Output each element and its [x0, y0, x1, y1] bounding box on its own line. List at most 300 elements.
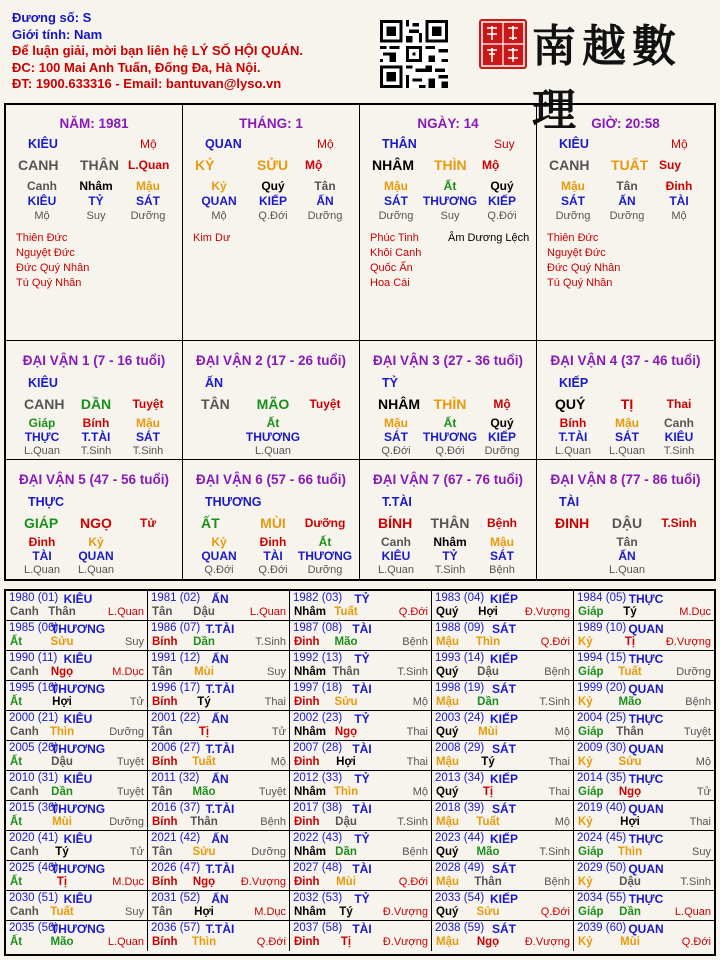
year-cell — [432, 891, 574, 921]
branch-stage: Suy — [659, 158, 682, 172]
qr-code — [380, 20, 448, 88]
earthly-branch: DẦN — [80, 396, 112, 412]
year-stem: Quý — [436, 786, 459, 798]
year-stage: Bệnh — [402, 636, 428, 648]
life-stage: Mộ — [317, 137, 334, 151]
hidden-stage: T.Sinh — [132, 445, 164, 457]
year-stem: Canh — [10, 786, 39, 798]
year-ten-god: TÀI — [352, 682, 372, 696]
year-stem: Quý — [436, 666, 459, 678]
year-branch: Ngọ — [618, 786, 642, 798]
year-stage: Thai — [264, 696, 286, 708]
earthly-branch: THÂN — [80, 157, 119, 173]
year-branch: Hợi — [478, 606, 498, 618]
ten-god-label: KIẾP — [559, 376, 589, 390]
year-branch: Dần — [477, 696, 499, 708]
year-ten-god: QUAN — [628, 682, 664, 696]
hidden-ten-god: KIÊU — [27, 194, 57, 208]
year-branch: Sửu — [476, 906, 500, 918]
hidden-stage: Q.Đới — [258, 210, 288, 222]
chart-header — [12, 10, 303, 93]
year-branch: Tị — [482, 786, 494, 798]
year-branch: Ngọ — [476, 936, 500, 948]
year-ten-god: TỶ — [354, 772, 370, 786]
year-stage: Mộ — [412, 696, 428, 708]
year-cell — [148, 771, 290, 801]
year-cell — [290, 621, 432, 651]
year-stage: Dưỡng — [109, 726, 144, 738]
hidden-ten-god: KIÊU — [664, 430, 694, 444]
year-ten-god: SÁT — [492, 742, 516, 756]
heavenly-stem: CANH — [18, 157, 59, 173]
ten-god-label: ẤN — [205, 376, 224, 390]
heavenly-stem: TÂN — [201, 396, 230, 412]
year-cell — [574, 861, 714, 891]
year-stage: Dưỡng — [676, 666, 711, 678]
hidden-ten-god: SÁT — [136, 194, 160, 208]
hidden-stem: Quý — [490, 179, 514, 193]
year-stage: T.Sinh — [539, 846, 570, 858]
pillars-grid — [4, 103, 716, 581]
hidden-stage: L.Quan — [608, 445, 646, 457]
hidden-stage: Mộ — [211, 210, 227, 222]
year-stage: Đ.Vượng — [665, 636, 711, 648]
year-stem: Nhâm — [294, 786, 326, 798]
dai-van-title: ĐẠI VẬN 3 (27 - 36 tuổi) — [372, 353, 524, 368]
year-stem: Quý — [436, 906, 459, 918]
hidden-stage: Q.Đới — [435, 445, 465, 457]
year-ten-god: T.TÀI — [205, 682, 235, 696]
shen-sha-star: Thiên Đức — [16, 232, 68, 244]
hidden-ten-god: THƯƠNG — [422, 430, 478, 444]
hidden-stage: Dưỡng — [307, 210, 343, 222]
year-branch: Tị — [198, 726, 210, 738]
year-label: 2039 (60) — [577, 922, 627, 934]
life-stage: T.Sinh — [661, 516, 697, 530]
year-stage: Tử — [129, 696, 144, 708]
year-branch: Tuất — [192, 756, 216, 768]
year-cell — [148, 891, 290, 921]
year-branch: Hợi — [620, 816, 640, 828]
year-branch: Thân — [616, 726, 644, 738]
year-ten-god: TÀI — [352, 802, 372, 816]
hidden-stage: Q.Đới — [204, 564, 234, 576]
year-branch: Sửu — [50, 636, 74, 648]
year-ten-god: TỶ — [354, 652, 370, 666]
year-cell — [6, 801, 148, 831]
year-ten-god: QUAN — [628, 742, 664, 756]
hidden-ten-god: KIẾP — [487, 430, 517, 444]
shen-sha-star: Hoa Cái — [370, 277, 410, 289]
year-label: 1992 (13) — [293, 652, 343, 664]
hidden-ten-god: KIẾP — [487, 194, 517, 208]
hidden-ten-god: QUAN — [201, 194, 237, 208]
year-label: 1996 (17) — [151, 682, 201, 694]
year-cell — [148, 921, 290, 951]
year-stage: Đ.Vượng — [240, 876, 286, 888]
year-cell — [6, 681, 148, 711]
year-stage: Mộ — [554, 726, 570, 738]
year-label: 2036 (57) — [151, 922, 201, 934]
hidden-stem: Ất — [266, 416, 280, 430]
hidden-ten-god: T.TÀI — [558, 430, 588, 444]
dai-van-title: ĐẠI VẬN 4 (37 - 46 tuổi) — [550, 353, 701, 368]
year-cell — [290, 891, 432, 921]
year-stem: Giáp — [578, 786, 604, 798]
seal-stamp — [478, 18, 528, 70]
year-cell — [432, 681, 574, 711]
year-stage: Mộ — [270, 756, 286, 768]
year-cell — [290, 771, 432, 801]
hidden-stage: Dưỡng — [378, 210, 414, 222]
ten-god-label: KIÊU — [559, 137, 589, 151]
year-label: 1998 (19) — [435, 682, 485, 694]
hidden-ten-god: TÀI — [263, 549, 283, 563]
year-stage: Đ.Vượng — [382, 936, 428, 948]
year-label: 1990 (11) — [9, 652, 58, 664]
year-ten-god: TỶ — [354, 712, 370, 726]
heavenly-stem: QUÝ — [555, 396, 586, 412]
year-label: 1988 (09) — [435, 622, 485, 634]
year-branch: Mão — [192, 786, 216, 798]
year-label: 2021 (42) — [151, 832, 201, 844]
earthly-branch: MÃO — [256, 396, 290, 412]
ten-god-label: THÂN — [382, 137, 417, 151]
earthly-branch: NGỌ — [80, 515, 112, 531]
hidden-stage: Dưỡng — [555, 210, 591, 222]
year-stage: Tử — [129, 846, 144, 858]
year-stage: L.Quan — [674, 906, 711, 918]
year-ten-god: T.TÀI — [205, 622, 235, 636]
pillar-title: NĂM: 1981 — [59, 116, 129, 131]
hidden-ten-god: THƯƠNG — [422, 194, 478, 208]
year-label: 1993 (14) — [435, 652, 485, 664]
hidden-stem: Đinh — [665, 179, 693, 193]
year-stage: Đ.Vượng — [524, 606, 570, 618]
year-cell — [432, 651, 574, 681]
hidden-ten-god: SÁT — [384, 430, 408, 444]
hidden-ten-god: QUAN — [78, 549, 114, 563]
year-branch: Thân — [474, 876, 502, 888]
branch-stage: Mộ — [305, 158, 323, 172]
year-ten-god: ẤN — [211, 592, 229, 606]
hidden-stem: Ất — [443, 179, 457, 193]
year-label: 1999 (20) — [577, 682, 627, 694]
year-cell — [432, 801, 574, 831]
year-stage: Dưỡng — [109, 816, 144, 828]
year-label: 2007 (28) — [293, 742, 343, 754]
year-branch: Mão — [618, 696, 642, 708]
year-ten-god: SÁT — [492, 922, 516, 936]
year-label: 2028 (49) — [435, 862, 485, 874]
year-label: 2034 (55) — [577, 892, 627, 904]
year-stem: Mậu — [436, 696, 459, 708]
year-cell — [574, 741, 714, 771]
hidden-ten-god: SÁT — [561, 194, 585, 208]
year-stem: Giáp — [578, 606, 604, 618]
year-stem: Nhâm — [294, 906, 326, 918]
earthly-branch: THÌN — [434, 157, 467, 173]
year-cell — [6, 651, 148, 681]
year-label: 2011 (32) — [151, 772, 200, 784]
ten-god-label: TÀI — [559, 495, 580, 509]
year-stage: L.Quan — [249, 606, 286, 618]
year-stem: Bính — [152, 816, 178, 828]
year-cell — [148, 621, 290, 651]
year-stage: Bệnh — [544, 876, 570, 888]
dai-van-7 — [360, 460, 537, 579]
year-ten-god: THƯƠNG — [50, 922, 106, 936]
dai-van-1 — [6, 341, 183, 460]
year-cell — [6, 591, 148, 621]
hidden-stage: L.Quan — [608, 564, 646, 576]
year-stage: Bệnh — [260, 816, 286, 828]
dai-van-title: ĐẠI VẬN 7 (67 - 76 tuổi) — [372, 472, 524, 487]
year-branch: Tuất — [50, 906, 74, 918]
year-label: 2020 (41) — [9, 832, 59, 844]
shen-sha-star: Khôi Canh — [370, 247, 422, 259]
year-stem: Quý — [436, 846, 459, 858]
year-stage: Q.Đới — [256, 936, 286, 948]
year-ten-god: KIÊU — [63, 712, 93, 726]
year-ten-god: TỶ — [354, 892, 370, 906]
hidden-stage: Q.Đới — [258, 564, 288, 576]
year-cell — [432, 861, 574, 891]
year-label: 2006 (27) — [151, 742, 201, 754]
year-cell — [148, 591, 290, 621]
year-cell — [290, 681, 432, 711]
year-ten-god: THỰC — [628, 892, 664, 906]
year-cell — [6, 831, 148, 861]
year-cell — [574, 771, 714, 801]
year-branch: Ngọ — [192, 876, 216, 888]
year-stage: Đ.Vượng — [524, 936, 570, 948]
year-cell — [432, 591, 574, 621]
year-stem: Bính — [152, 636, 178, 648]
year-stage: Tử — [696, 786, 711, 798]
ten-god-label: TỶ — [382, 376, 398, 390]
year-branch: Thân — [48, 606, 76, 618]
year-stem: Canh — [10, 906, 39, 918]
year-stage: L.Quan — [107, 936, 144, 948]
year-cell — [432, 771, 574, 801]
dai-van-6 — [183, 460, 360, 579]
year-branch: Thìn — [333, 786, 359, 798]
year-stage: Q.Đới — [681, 936, 711, 948]
year-branch: Tuất — [618, 666, 642, 678]
year-stage: Tử — [271, 726, 286, 738]
hidden-stem: Mậu — [561, 179, 585, 193]
year-label: 2019 (40) — [577, 802, 627, 814]
hidden-stage: L.Quan — [77, 564, 115, 576]
dai-van-4 — [537, 341, 714, 460]
year-cell — [574, 651, 714, 681]
year-cell — [432, 831, 574, 861]
year-label: 1984 (05) — [577, 592, 627, 604]
year-stage: Suy — [125, 636, 144, 648]
year-label: 2022 (43) — [293, 832, 343, 844]
hidden-stage: L.Quan — [377, 564, 415, 576]
year-branch: Tị — [56, 876, 68, 888]
year-stage: Bệnh — [685, 696, 711, 708]
gender: Giới tính: Nam — [12, 26, 103, 42]
year-cell — [574, 681, 714, 711]
earthly-branch: TUẤT — [611, 157, 649, 173]
year-cell — [148, 831, 290, 861]
year-stage: Thai — [689, 816, 711, 828]
year-stem: Đinh — [294, 636, 320, 648]
hidden-stage: Bệnh — [489, 564, 515, 576]
earthly-branch: TỊ — [620, 396, 634, 412]
year-ten-god: ẤN — [211, 712, 229, 726]
hidden-stage: Suy — [440, 210, 460, 222]
hidden-stage: Dưỡng — [130, 210, 166, 222]
ten-god-label: T.TÀI — [382, 495, 412, 509]
year-label: 2023 (44) — [435, 832, 485, 844]
year-stem: Mậu — [436, 936, 459, 948]
year-stage: M.Dục — [112, 666, 144, 678]
hidden-stem: Quý — [261, 179, 285, 193]
heavenly-stem: NHÂM — [378, 396, 420, 412]
year-ten-god: T.TÀI — [205, 922, 235, 936]
earthly-branch: SỬU — [257, 157, 289, 173]
heavenly-stem: BÍNH — [378, 515, 413, 531]
year-stage: Suy — [692, 846, 711, 858]
year-branch: Tuất — [476, 816, 500, 828]
year-ten-god: T.TÀI — [205, 742, 235, 756]
year-stem: Canh — [10, 846, 39, 858]
hidden-ten-god: SÁT — [615, 430, 639, 444]
life-stage: Suy — [494, 137, 515, 151]
life-stage: Mộ — [671, 137, 688, 151]
year-ten-god: TÀI — [352, 862, 372, 876]
year-cell — [290, 651, 432, 681]
year-ten-god: QUAN — [628, 622, 664, 636]
year-branch: Tý — [623, 606, 637, 618]
life-stage: Bệnh — [487, 516, 517, 530]
pillar-1 — [6, 105, 183, 341]
hidden-ten-god: T.TÀI — [81, 430, 111, 444]
year-stage: Suy — [125, 906, 144, 918]
year-cell — [574, 831, 714, 861]
year-ten-god: TÀI — [352, 742, 372, 756]
year-ten-god: ẤN — [211, 892, 229, 906]
year-cell — [290, 831, 432, 861]
year-stem: Nhâm — [294, 726, 326, 738]
year-branch: Dần — [51, 786, 73, 798]
year-stem: Kỷ — [578, 816, 593, 828]
year-stem: Mậu — [436, 756, 459, 768]
year-stem: Bính — [152, 876, 178, 888]
year-cell — [6, 711, 148, 741]
year-label: 2001 (22) — [151, 712, 201, 724]
year-label: 2012 (33) — [293, 772, 343, 784]
hidden-stem: Tân — [314, 179, 336, 193]
year-ten-god: TÀI — [352, 922, 372, 936]
year-ten-god: THỰC — [628, 772, 664, 786]
earthly-branch: DẬU — [611, 515, 643, 531]
year-stem: Ất — [10, 816, 23, 828]
year-stem: Ất — [10, 696, 23, 708]
year-stage: Tuyệt — [258, 786, 286, 798]
hidden-stage: Suy — [86, 210, 106, 222]
hidden-stem: Nhâm — [79, 179, 113, 193]
year-cell — [574, 891, 714, 921]
year-ten-god: KIẾP — [489, 772, 519, 786]
year-stem: Nhâm — [294, 666, 326, 678]
dai-van-title: ĐẠI VẬN 2 (17 - 26 tuổi) — [195, 353, 347, 368]
year-ten-god: KIÊU — [63, 832, 93, 846]
year-cell — [6, 771, 148, 801]
year-branch: Hợi — [52, 696, 72, 708]
hidden-stem: Bính — [559, 416, 587, 430]
year-label: 1981 (02) — [151, 592, 201, 604]
year-label: 2003 (24) — [435, 712, 485, 724]
hidden-ten-god: TÀI — [669, 194, 689, 208]
dai-van-title: ĐẠI VẬN 6 (57 - 66 tuổi) — [195, 472, 347, 487]
hidden-ten-god: THƯƠNG — [245, 430, 301, 444]
year-branch: Mão — [476, 846, 500, 858]
year-stage: Bệnh — [544, 666, 570, 678]
year-stage: Tuyệt — [116, 786, 144, 798]
year-stage: Mộ — [695, 756, 711, 768]
year-stage: Mộ — [412, 786, 428, 798]
year-label: 2025 (46) — [9, 862, 59, 874]
year-stage: Suy — [267, 666, 286, 678]
hidden-stage: L.Quan — [254, 445, 292, 457]
shen-sha-star: Đức Quý Nhân — [547, 262, 621, 274]
hidden-stem: Mậu — [136, 179, 160, 193]
year-branch: Mão — [50, 936, 74, 948]
year-branch: Tý — [481, 756, 495, 768]
hidden-ten-god: ẤN — [316, 194, 334, 208]
year-stem: Kỷ — [578, 876, 593, 888]
ten-god-label: THỰC — [28, 495, 65, 509]
year-label: 1985 (06) — [9, 622, 59, 634]
year-stem: Đinh — [294, 696, 320, 708]
hidden-stem: Mậu — [384, 179, 408, 193]
dai-van-8 — [537, 460, 714, 579]
year-branch: Tuất — [334, 606, 358, 618]
shen-sha-star: Âm Dương Lệch — [448, 232, 530, 244]
year-label: 1989 (10) — [577, 622, 627, 634]
year-label: 2000 (21) — [9, 712, 59, 724]
year-branch: Dậu — [619, 876, 641, 888]
hidden-stage: Mộ — [671, 210, 687, 222]
year-branch: Dậu — [335, 816, 357, 828]
pillar-title: GIỜ: 20:58 — [591, 116, 660, 131]
year-stem: Giáp — [578, 726, 604, 738]
hidden-stage: T.Sinh — [434, 564, 466, 576]
heavenly-stem: CANH — [549, 157, 590, 173]
year-ten-god: KIẾP — [489, 832, 519, 846]
hidden-ten-god: THƯƠNG — [297, 549, 353, 563]
dai-van-title: ĐẠI VẬN 8 (77 - 86 tuổi) — [550, 472, 701, 487]
year-label: 2027 (48) — [293, 862, 343, 874]
year-stem: Tân — [152, 666, 173, 678]
dai-van-2 — [183, 341, 360, 460]
year-ten-god: KIẾP — [489, 892, 519, 906]
year-label: 1994 (15) — [577, 652, 627, 664]
year-cell — [574, 711, 714, 741]
year-ten-god: QUAN — [628, 922, 664, 936]
year-stem: Tân — [152, 906, 173, 918]
year-label: 2038 (59) — [435, 922, 485, 934]
year-branch: Mùi — [478, 726, 498, 738]
hidden-stem: Nhâm — [433, 535, 467, 549]
year-label: 2013 (34) — [435, 772, 485, 784]
heavenly-stem: ĐINH — [555, 515, 590, 531]
